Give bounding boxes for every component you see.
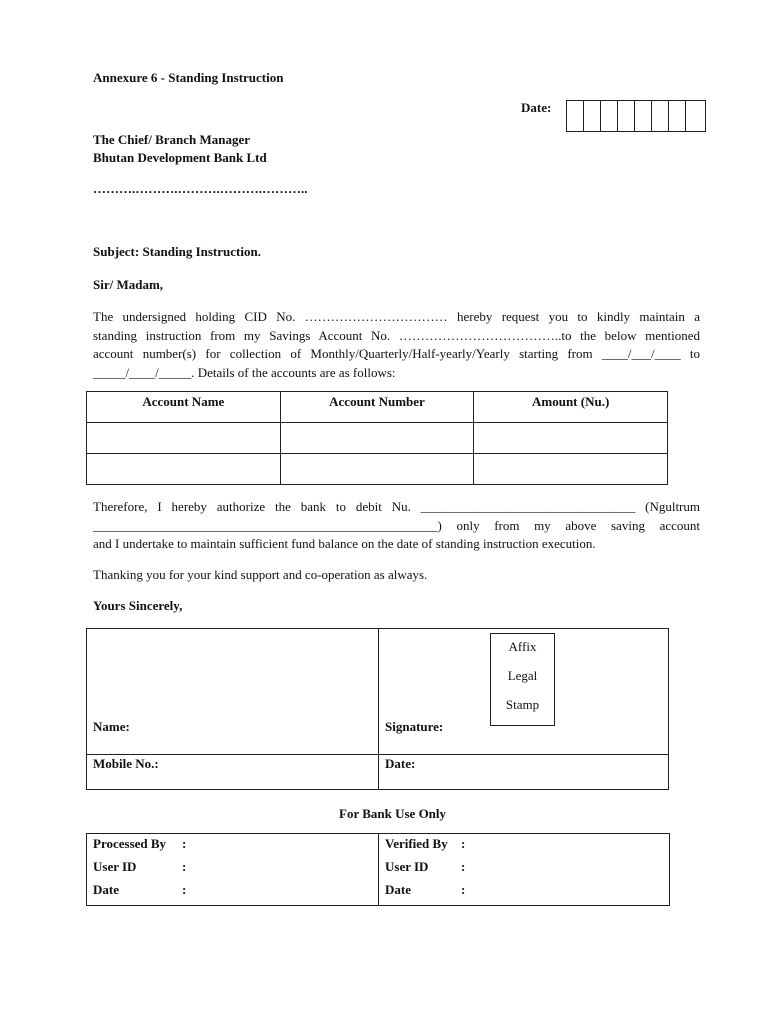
date-digit-box[interactable]: [601, 101, 618, 131]
column-header-account-number: Account Number: [280, 392, 474, 423]
verifier-date-colon: :: [461, 882, 466, 897]
signature-field-label[interactable]: Signature:: [385, 719, 444, 734]
bank-date-label: Date: [93, 882, 119, 897]
date-digit-box[interactable]: [669, 101, 686, 131]
verifier-user-id-label: User ID: [385, 859, 429, 874]
amount-cell[interactable]: [474, 423, 668, 454]
paragraph-line: account number(s) for collection of Monthly/Quarterly/Half-yearly/Yearly starting from ____/___/____ to: [93, 346, 700, 361]
account-name-cell[interactable]: [87, 454, 281, 485]
stamp-text: Affix: [508, 639, 537, 654]
date-digit-box[interactable]: [567, 101, 584, 131]
authorization-paragraph: [93, 498, 700, 554]
date-label: Date:: [521, 100, 552, 115]
bank-use-title: For Bank Use Only: [339, 806, 447, 821]
amount-cell[interactable]: [474, 454, 668, 485]
date-digit-box[interactable]: [652, 101, 669, 131]
date-digit-box[interactable]: [635, 101, 652, 131]
subject-line: Subject: Standing Instruction.: [93, 244, 261, 259]
addressee-line-2: Bhutan Development Bank Ltd: [93, 150, 267, 165]
closing-line: Yours Sincerely,: [93, 598, 183, 613]
stamp-text: Stamp: [505, 697, 540, 712]
bank-use-box: [86, 833, 670, 906]
account-name-cell[interactable]: [87, 423, 281, 454]
date-digit-box[interactable]: [686, 101, 705, 131]
paragraph-line: Therefore, I hereby authorize the bank to debit Nu. _________________________________ (Ngultrum: [93, 499, 700, 514]
request-paragraph: [93, 308, 700, 382]
table-row: [87, 454, 668, 485]
column-header-account-name: Account Name: [87, 392, 281, 423]
accounts-table: [86, 391, 668, 485]
user-id-label: User ID: [93, 859, 137, 874]
paragraph-line: and I undertake to maintain sufficient fund balance on the date of standing instruction execution.: [93, 536, 596, 551]
column-header-amount: Amount (Nu.): [474, 392, 668, 423]
processed-by-label: Processed By: [93, 836, 167, 851]
bank-date-colon: :: [182, 882, 187, 897]
annexure-title: Annexure 6 - Standing Instruction: [93, 70, 284, 85]
verified-by-label: Verified By: [385, 836, 448, 851]
table-header-row: [87, 392, 668, 423]
user-id-colon: :: [182, 859, 187, 874]
processed-by-colon: :: [182, 836, 187, 851]
addressee-branch-blank[interactable]: ……….……….……….……….………..: [93, 181, 308, 196]
signature-block: [86, 628, 669, 790]
verifier-user-id-colon: :: [461, 859, 466, 874]
date-input-boxes[interactable]: [566, 100, 706, 132]
paragraph-line: _____________________________________________________) only from my above saving account: [93, 517, 700, 533]
account-number-cell[interactable]: [280, 423, 474, 454]
salutation: Sir/ Madam,: [93, 277, 164, 292]
signature-date-label[interactable]: Date:: [385, 756, 416, 771]
date-digit-box[interactable]: [618, 101, 635, 131]
verified-by-colon: :: [461, 836, 466, 851]
thanks-line: Thanking you for your kind support and co-operation as always.: [93, 567, 428, 582]
account-number-cell[interactable]: [280, 454, 474, 485]
date-digit-box[interactable]: [584, 101, 601, 131]
name-field-label[interactable]: Name:: [93, 719, 130, 734]
stamp-text: Legal: [507, 668, 538, 683]
paragraph-line: _____/____/_____. Details of the accounts are as follows:: [93, 364, 396, 380]
mobile-field-label[interactable]: Mobile No.:: [93, 756, 159, 771]
legal-stamp-box[interactable]: [490, 633, 555, 726]
addressee-line-1: The Chief/ Branch Manager: [93, 132, 251, 147]
paragraph-line: The undersigned holding CID No. …………………………… hereby request you to kindly maintain a: [93, 309, 700, 324]
table-row: [87, 423, 668, 454]
paragraph-line: standing instruction from my Savings Account No. ………………………………..to the below mentioned: [93, 327, 700, 343]
verifier-date-label: Date: [385, 882, 411, 897]
